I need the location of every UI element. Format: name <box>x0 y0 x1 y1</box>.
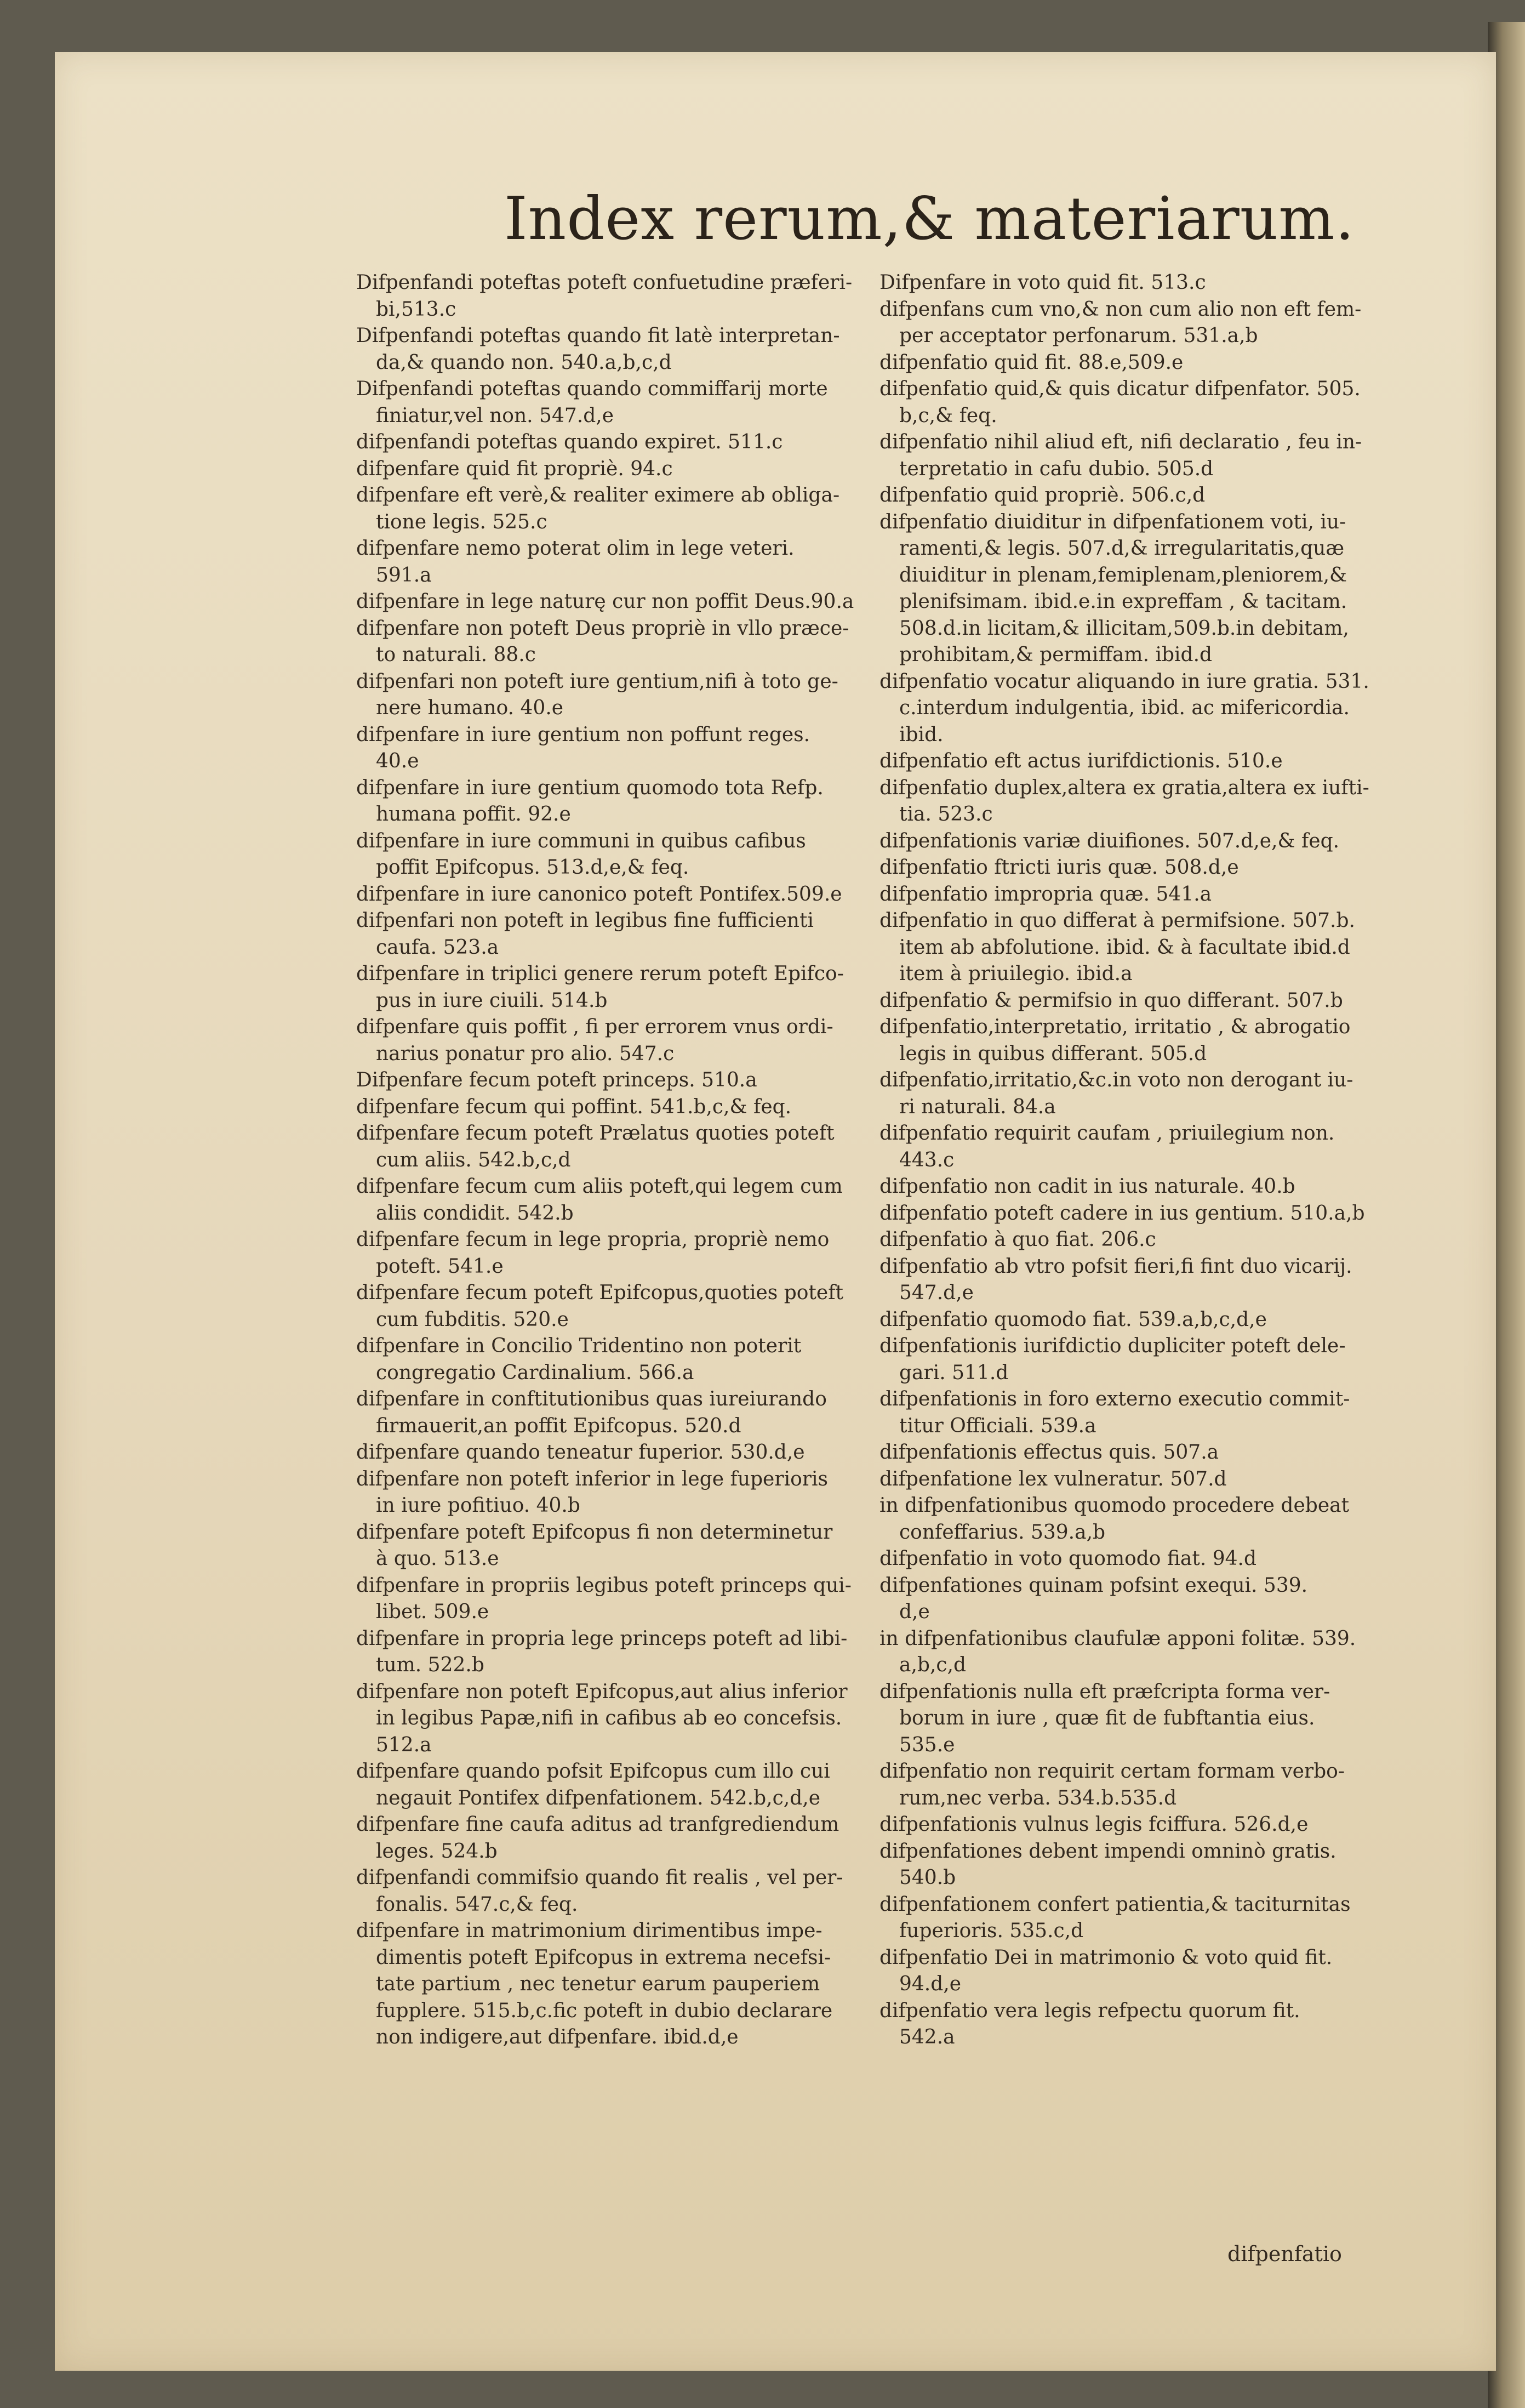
index-entry: difpenfare nemo poterat olim in lege veteri. 591.a <box>356 537 795 587</box>
index-entry: difpenfare in iure gentium non poffunt reges. 40.e <box>356 723 810 772</box>
index-column-right <box>879 270 1389 2051</box>
index-entry: difpenfare quando teneatur fuperior. 530.d,e <box>356 1441 805 1464</box>
index-entry: difpenfatio poteft cadere in ius gentium. 510.a,b <box>879 1202 1365 1225</box>
index-entry: difpenfationem confert patientia,& taciturnitas fuperioris. 535.c,d <box>879 1893 1351 1942</box>
index-entry: difpenfare non poteft Deus propriè in vllo præce- to naturali. 88.c <box>356 617 849 666</box>
index-entry: difpenfare in propriis legibus poteft princeps qui- libet. 509.e <box>356 1574 852 1623</box>
index-entry: difpenfare fecum poteft Prælatus quoties poteft cum aliis. 542.b,c,d <box>356 1122 835 1171</box>
index-entry: Difpenfandi poteftas poteft confuetudine præferi- bi,513.c <box>356 271 853 321</box>
index-entry: difpenfationes quinam pofsint exequi. 539. d,e <box>879 1574 1308 1623</box>
index-entry: Difpenfandi poteftas quando commiffarij morte finiatur,vel non. 547.d,e <box>356 378 828 427</box>
index-entry: difpenfationis in foro externo executio commit- titur Officiali. 539.a <box>879 1388 1350 1437</box>
index-entry: difpenfare in lege naturę cur non poffit Deus.90.a <box>356 590 854 613</box>
index-entry: difpenfare in triplici genere rerum poteft Epifco- pus in iure ciuili. 514.b <box>356 963 844 1012</box>
index-entry: Difpenfare fecum poteft princeps. 510.a <box>356 1069 757 1091</box>
index-entry: difpenfare in propria lege princeps poteft ad libi- tum. 522.b <box>356 1627 848 1676</box>
index-entry: Difpenfandi poteftas quando fit latè interpretan- da,& quando non. 540.a,b,c,d <box>356 325 840 374</box>
index-entry: difpenfare quid fit propriè. 94.c <box>356 457 673 480</box>
index-entry: difpenfare in matrimonium dirimentibus impe- dimentis poteft Epifcopus in extrema necefsi- tate partium , nec tenetur earum pauperiem fupplere. 515.b,c.fic poteft in dubio declarare non indigere,aut difpenfare. ibid.d,e <box>356 1920 833 2048</box>
index-entry: difpenfare fine caufa aditus ad tranfgrediendum leges. 524.b <box>356 1813 839 1863</box>
index-entry: difpenfare in iure communi in quibus cafibus poffit Epifcopus. 513.d,e,& feq. <box>356 829 806 879</box>
index-entry: difpenfatio eft actus iurifdictionis. 510.e <box>879 750 1283 772</box>
index-entry: difpenfare poteft Epifcopus fi non determinetur à quo. 513.e <box>356 1521 833 1570</box>
index-entry: difpenfatio & permifsio in quo differant. 507.b <box>879 989 1343 1012</box>
index-entry: difpenfatio quid fit. 88.e,509.e <box>879 351 1184 374</box>
index-entry: difpenfari non poteft iure gentium,nifi à toto ge- nere humano. 40.e <box>356 670 838 719</box>
index-entry: difpenfationis variæ diuifiones. 507.d,e,& feq. <box>879 829 1340 852</box>
index-entry: difpenfatio nihil aliud eft, nifi declaratio , feu in- terpretatio in cafu dubio. 505.d <box>879 431 1362 480</box>
catchword: difpenfatio <box>1227 2242 1342 2266</box>
index-entry: difpenfatio à quo fiat. 206.c <box>879 1228 1156 1251</box>
index-entry: difpenfare in conftitutionibus quas iureiurando firmauerit,an poffit Epifcopus. 520.d <box>356 1388 827 1437</box>
index-entry: difpenfare non poteft inferior in lege fuperioris in iure pofitiuo. 40.b <box>356 1467 828 1517</box>
index-entry: difpenfatio in quo differat à permifsione. 507.b. item ab abfolutione. ibid. & à facultate ibid.d item à priuilegio. ibid.a <box>879 909 1355 985</box>
index-entry: difpenfatio duplex,altera ex gratia,altera ex iufti- tia. 523.c <box>879 776 1369 826</box>
index-entry: difpenfare in iure canonico poteft Pontifex.509.e <box>356 883 842 906</box>
index-entry: difpenfare quis poffit , fi per errorem vnus ordi- narius ponatur pro alio. 547.c <box>356 1016 833 1065</box>
index-entry: Difpenfare in voto quid fit. 513.c <box>879 271 1206 294</box>
index-entry: difpenfare non poteft Epifcopus,aut alius inferior in legibus Papæ,nifi in cafibus ab eo concefsis. 512.a <box>356 1680 848 1756</box>
index-entry: difpenfatio diuiditur in difpenfationem voti, iu- ramenti,& legis. 507.d,& irregularitatis,quæ diuiditur in plenam,femiplenam,pleniorem,& plenifsimam. ibid.e.in expreffam , & tacitam. 508.d.in licitam,& illicitam,509.b.in debitam, prohibitam,& permiffam. ibid.d <box>879 510 1349 666</box>
index-entry: difpenfare quando pofsit Epifcopus cum illo cui negauit Pontifex difpenfationem. 542.b,c,d,e <box>356 1760 830 1809</box>
index-entry: difpenfatio non requirit certam formam verbo- rum,nec verba. 534.b.535.d <box>879 1760 1345 1809</box>
index-entry: difpenfare fecum qui poffint. 541.b,c,& feq. <box>356 1095 792 1118</box>
index-entry: difpenfatio quid propriè. 506.c,d <box>879 484 1206 506</box>
index-entry: difpenfare fecum in lege propria, propriè nemo poteft. 541.e <box>356 1228 830 1278</box>
index-entry: difpenfare in Concilio Tridentino non poterit congregatio Cardinalium. 566.a <box>356 1335 802 1384</box>
index-entry: difpenfatio ftricti iuris quæ. 508.d,e <box>879 856 1239 879</box>
index-entry: difpenfationis vulnus legis fciffura. 526.d,e <box>879 1813 1309 1836</box>
index-entry: difpenfatio,interpretatio, irritatio , & abrogatio legis in quibus differant. 505.d <box>879 1016 1351 1065</box>
index-entry: difpenfatio,irritatio,&c.in voto non derogant iu- ri naturali. 84.a <box>879 1069 1353 1118</box>
index-entry: difpenfatio ab vtro pofsit fieri,fi fint duo vicarij. 547.d,e <box>879 1255 1352 1304</box>
page-title: Index rerum,& materiarum. <box>504 185 1355 253</box>
index-entry: difpenfandi poteftas quando expiret. 511.c <box>356 431 783 453</box>
index-column-left <box>356 270 866 2051</box>
index-entry: difpenfare fecum poteft Epifcopus,quoties poteft cum fubditis. 520.e <box>356 1282 843 1331</box>
index-entry: difpenfationes debent impendi omninò gratis. 540.b <box>879 1840 1336 1889</box>
index-entry: difpenfandi commifsio quando fit realis , vel per- fonalis. 547.c,& feq. <box>356 1866 843 1916</box>
index-entry: difpenfatio requirit caufam , priuilegium non. 443.c <box>879 1122 1335 1171</box>
index-entry: difpenfare fecum cum aliis poteft,qui legem cum aliis condidit. 542.b <box>356 1175 843 1225</box>
index-entry: difpenfatio vera legis refpectu quorum fit. 542.a <box>879 1999 1300 2048</box>
index-entry: difpenfatio quid,& quis dicatur difpenfator. 505. b,c,& feq. <box>879 378 1361 427</box>
index-entry: difpenfatio impropria quæ. 541.a <box>879 883 1212 906</box>
index-entry: difpenfatio vocatur aliquando in iure gratia. 531. c.interdum indulgentia, ibid. ac mifericordia. ibid. <box>879 670 1369 746</box>
index-entry: difpenfatio quomodo fiat. 539.a,b,c,d,e <box>879 1308 1267 1331</box>
index-entry: difpenfari non poteft in legibus fine fufficienti caufa. 523.a <box>356 909 814 959</box>
index-entry: difpenfatione lex vulneratur. 507.d <box>879 1467 1227 1490</box>
index-entry: difpenfatio in voto quomodo fiat. 94.d <box>879 1547 1257 1570</box>
index-entry: difpenfans cum vno,& non cum alio non eft fem- per acceptator perfonarum. 531.a,b <box>879 298 1362 347</box>
index-entry: difpenfatio non cadit in ius naturale. 40.b <box>879 1175 1295 1198</box>
index-entry: difpenfationis effectus quis. 507.a <box>879 1441 1219 1464</box>
index-entry: in difpenfationibus claufulæ apponi folitæ. 539. a,b,c,d <box>879 1627 1356 1676</box>
index-entry: difpenfare in iure gentium quomodo tota Refp. humana poffit. 92.e <box>356 776 824 826</box>
index-entry: difpenfare eft verè,& realiter eximere ab obliga- tione legis. 525.c <box>356 484 840 533</box>
index-entry: difpenfatio Dei in matrimonio & voto quid fit. 94.d,e <box>879 1946 1333 1995</box>
index-entry: difpenfationis nulla eft præfcripta forma ver- borum in iure , quæ fit de fubftantia eius. 535.e <box>879 1680 1330 1756</box>
index-entry: in difpenfationibus quomodo procedere debeat confeffarius. 539.a,b <box>879 1494 1350 1544</box>
index-entry: difpenfationis iurifdictio dupliciter poteft dele- gari. 511.d <box>879 1335 1346 1384</box>
